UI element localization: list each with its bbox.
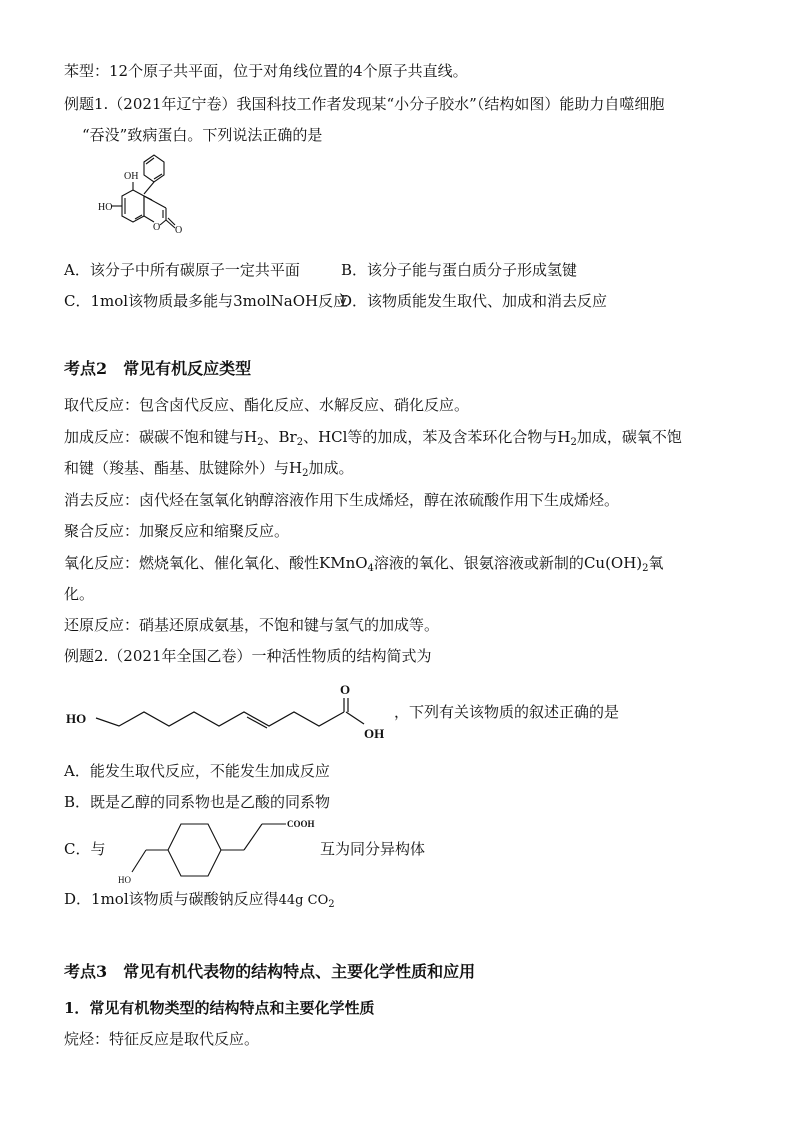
mol3-cooh: COOH bbox=[287, 819, 315, 829]
mol1-carbonyl-oxygen: O bbox=[175, 225, 183, 236]
section-heading-kp2: 考点2 常见有机反应类型 bbox=[64, 359, 252, 378]
subsection-heading-1: 1．常见有机物类型的结构特点和主要化学性质 bbox=[64, 999, 375, 1017]
addition-reaction-line1: 加成反应：碳碳不饱和键与$H_2$、$Br_2$、HCl等的加成，苯及含苯环化合物与$H_2$加成，碳氧不饱 bbox=[64, 428, 682, 448]
example1-stem-line1: 例题1.（2021年辽宁卷）我国科技工作者发现某“小分子胶水”（结构如图）能助力自噬细胞 bbox=[64, 95, 665, 113]
mol1-oh-top: OH bbox=[124, 171, 139, 182]
addition-reaction-line2: 和键（羧基、酯基、肽键除外）与$H_2$加成。 bbox=[64, 459, 354, 479]
alkane-note: 烷烃：特征反应是取代反应。 bbox=[64, 1030, 260, 1048]
example1-stem-line2: “吞没”致病蛋白。下列说法正确的是 bbox=[82, 126, 323, 144]
oxidation-reaction-line1: 氧化反应：燃烧氧化、催化氧化、酸性KMnO$_4$溶液的氧化、银氨溶液或新制的$Cu(OH)_2$氧 bbox=[64, 554, 664, 574]
example1-structure bbox=[64, 150, 194, 250]
example1-option-d: D．该物质能发生取代、加成和消去反应 bbox=[340, 292, 608, 310]
mol3-ho: HO bbox=[118, 875, 131, 885]
substitution-reaction: 取代反应：包含卤代反应、酯化反应、水解反应、硝化反应。 bbox=[64, 396, 470, 414]
example2-stem-tail: ，下列有关该物质的叙述正确的是 bbox=[394, 703, 620, 721]
mol2-ho: HO bbox=[66, 711, 87, 726]
example2-option-c-structure bbox=[116, 812, 326, 890]
example2-structure bbox=[64, 678, 394, 742]
benzene-note: 苯型：12个原子共平面，位于对角线位置的4个原子共直线。 bbox=[64, 62, 468, 80]
reduction-reaction: 还原反应：硝基还原成氨基，不饱和键与氢气的加成等。 bbox=[64, 616, 440, 634]
example2-option-d: D．1mol该物质与碳酸钠反应得44g $CO_2$ bbox=[64, 890, 335, 910]
example1-option-a: A．该分子中所有碳原子一定共平面 bbox=[64, 261, 300, 279]
oxidation-reaction-line2: 化。 bbox=[64, 585, 95, 603]
example1-option-b: B．该分子能与蛋白质分子形成氢键 bbox=[341, 261, 578, 279]
section-heading-kp3: 考点3 常见有机代表物的结构特点、主要化学性质和应用 bbox=[64, 962, 476, 981]
elimination-reaction: 消去反应：卤代烃在氢氧化钠醇溶液作用下生成烯烃，醇在浓硫酸作用下生成烯烃。 bbox=[64, 491, 620, 509]
example1-option-c: C．1mol该物质最多能与3molNaOH反应 bbox=[64, 292, 349, 310]
example2-option-a: A．能发生取代反应，不能发生加成反应 bbox=[64, 762, 330, 780]
example2-option-c-prefix: C．与 bbox=[64, 840, 106, 858]
example2-option-c-suffix: 互为同分异构体 bbox=[320, 840, 426, 858]
mol2-carbonyl-oxygen: O bbox=[340, 682, 351, 697]
polymerization-reaction: 聚合反应：加聚反应和缩聚反应。 bbox=[64, 522, 290, 540]
mol1-ho-left: HO bbox=[98, 202, 113, 213]
example2-option-b: B．既是乙醇的同系物也是乙酸的同系物 bbox=[64, 793, 331, 811]
example2-stem: 例题2.（2021年全国乙卷）一种活性物质的结构简式为 bbox=[64, 647, 432, 665]
mol2-oh: OH bbox=[364, 726, 385, 741]
mol1-ring-oxygen: O bbox=[153, 222, 161, 233]
